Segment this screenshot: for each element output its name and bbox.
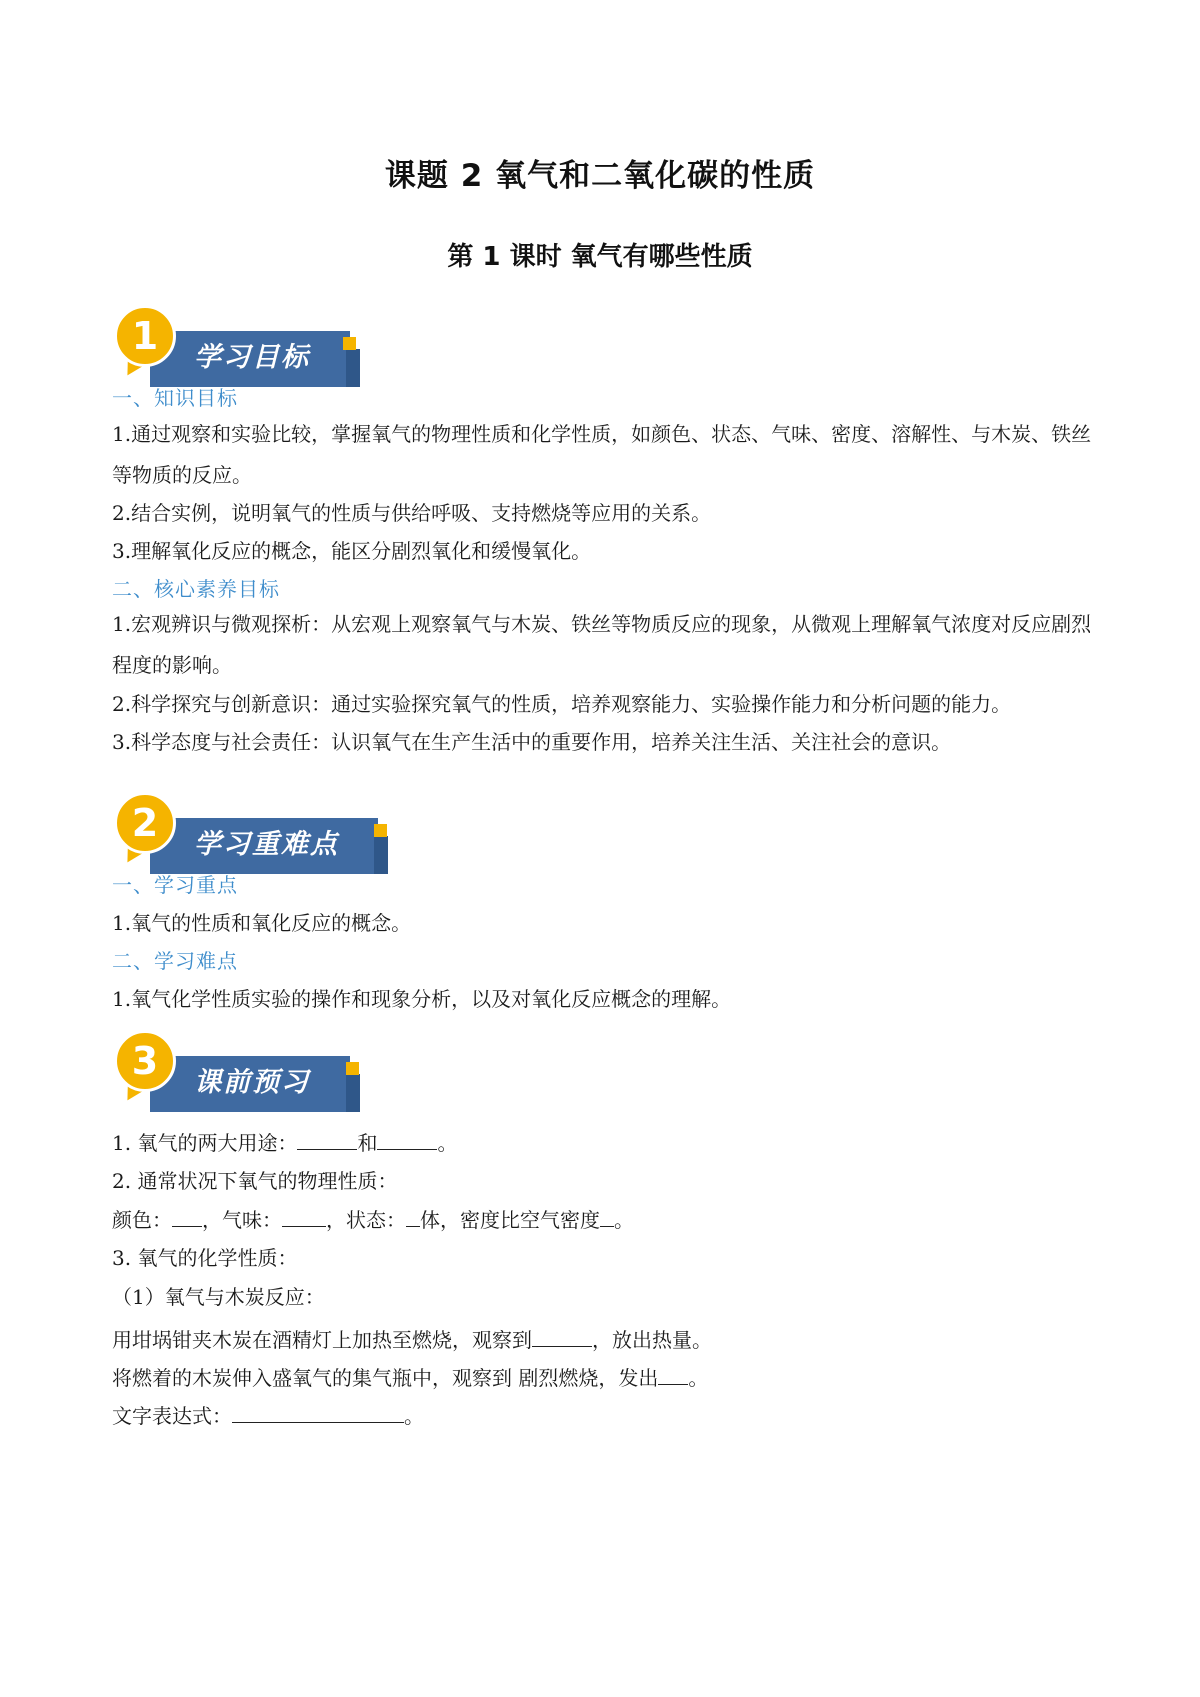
q3-1b-end: 。 — [688, 1366, 709, 1390]
q1-text: 1. 氧气的两大用途： — [112, 1131, 298, 1155]
q3-1a-text: 用坩埚钳夹木炭在酒精灯上加热至燃烧，观察到 — [112, 1328, 532, 1352]
answer-blank[interactable] — [600, 1208, 614, 1227]
q1-and: 和 — [357, 1131, 378, 1155]
density-label: 体，密度比空气密度 — [420, 1208, 600, 1232]
section-number: 1 — [131, 314, 159, 358]
objective-knowledge-1: 1.通过观察和实验比较，掌握氧气的物理性质和化学性质，如颜色、状态、气味、密度、溶解性、与木炭、铁丝等物质的反应。 — [112, 422, 1092, 487]
section-label: 学习目标 — [194, 342, 310, 373]
objective-knowledge-3: 3.理解氧化反应的概念，能区分剧烈氧化和缓慢氧化。 — [112, 539, 592, 563]
preview-question-3-1b — [112, 1362, 708, 1391]
smell-label: ，气味： — [202, 1208, 282, 1232]
answer-blank[interactable] — [658, 1366, 688, 1385]
answer-blank[interactable] — [406, 1208, 420, 1227]
section-number: 3 — [131, 1039, 159, 1083]
preview-question-2-fields — [112, 1204, 634, 1233]
preview-question-3-1: （1）氧气与木炭反应： — [112, 1285, 325, 1309]
answer-blank[interactable] — [532, 1328, 592, 1347]
page-title: 课题 2 氧气和二氧化碳的性质 — [384, 158, 816, 194]
section-banner-preview — [110, 1030, 410, 1120]
color-label: 颜色： — [112, 1208, 172, 1232]
page-subtitle: 第 1 课时 氧气有哪些性质 — [447, 242, 753, 272]
banner-bar-edge — [346, 1074, 360, 1112]
answer-blank[interactable] — [232, 1404, 404, 1423]
q3-1b-text: 将燃着的木炭伸入盛氧气的集气瓶中，观察到 剧烈燃烧，发出 — [112, 1366, 659, 1390]
state-label: ，状态： — [326, 1208, 406, 1232]
word-equation-end: 。 — [404, 1404, 424, 1428]
answer-blank[interactable] — [377, 1131, 437, 1150]
section-number: 2 — [131, 801, 159, 845]
heading-key-points: 一、学习重点 — [112, 873, 238, 897]
banner-bar-edge — [374, 836, 388, 874]
answer-blank[interactable] — [297, 1131, 357, 1150]
banner-accent-square — [343, 337, 356, 350]
heading-difficult-points: 二、学习难点 — [112, 949, 238, 973]
answer-blank[interactable] — [282, 1208, 326, 1227]
word-equation-label: 文字表达式： — [112, 1404, 232, 1428]
objective-knowledge-2: 2.结合实例，说明氧气的性质与供给呼吸、支持燃烧等应用的关系。 — [112, 501, 712, 525]
banner-bar-edge — [346, 349, 360, 387]
difficult-point-1: 1.氧气化学性质实验的操作和现象分析，以及对氧化反应概念的理解。 — [112, 987, 732, 1011]
q2-end: 。 — [614, 1208, 634, 1232]
preview-word-equation — [112, 1400, 424, 1429]
key-point-1: 1.氧气的性质和氧化反应的概念。 — [112, 911, 412, 935]
objective-core-1: 1.宏观辨识与微观探析：从宏观上观察氧气与木炭、铁丝等物质反应的现象，从微观上理解氧气浓度对反应剧烈程度的影响。 — [112, 612, 1092, 677]
preview-question-1 — [112, 1127, 457, 1156]
heading-knowledge-objectives: 一、知识目标 — [112, 386, 238, 410]
banner-accent-square — [374, 824, 387, 837]
objective-core-2: 2.科学探究与创新意识：通过实验探究氧气的性质，培养观察能力、实验操作能力和分析问题的能力。 — [112, 692, 1012, 716]
section-label: 学习重难点 — [194, 829, 339, 860]
section-label: 课前预习 — [194, 1067, 310, 1098]
banner-accent-square — [346, 1062, 359, 1075]
preview-question-3-1a — [112, 1324, 712, 1353]
q1-end: 。 — [437, 1131, 458, 1155]
preview-question-3: 3. 氧气的化学性质： — [112, 1246, 298, 1270]
heading-core-objectives: 二、核心素养目标 — [112, 577, 280, 601]
answer-blank[interactable] — [172, 1208, 202, 1227]
preview-question-2: 2. 通常状况下氧气的物理性质： — [112, 1169, 398, 1193]
objective-core-3: 3.科学态度与社会责任：认识氧气在生产生活中的重要作用，培养关注生活、关注社会的意识。 — [112, 730, 952, 754]
q3-1a-end: ，放出热量。 — [592, 1328, 712, 1352]
